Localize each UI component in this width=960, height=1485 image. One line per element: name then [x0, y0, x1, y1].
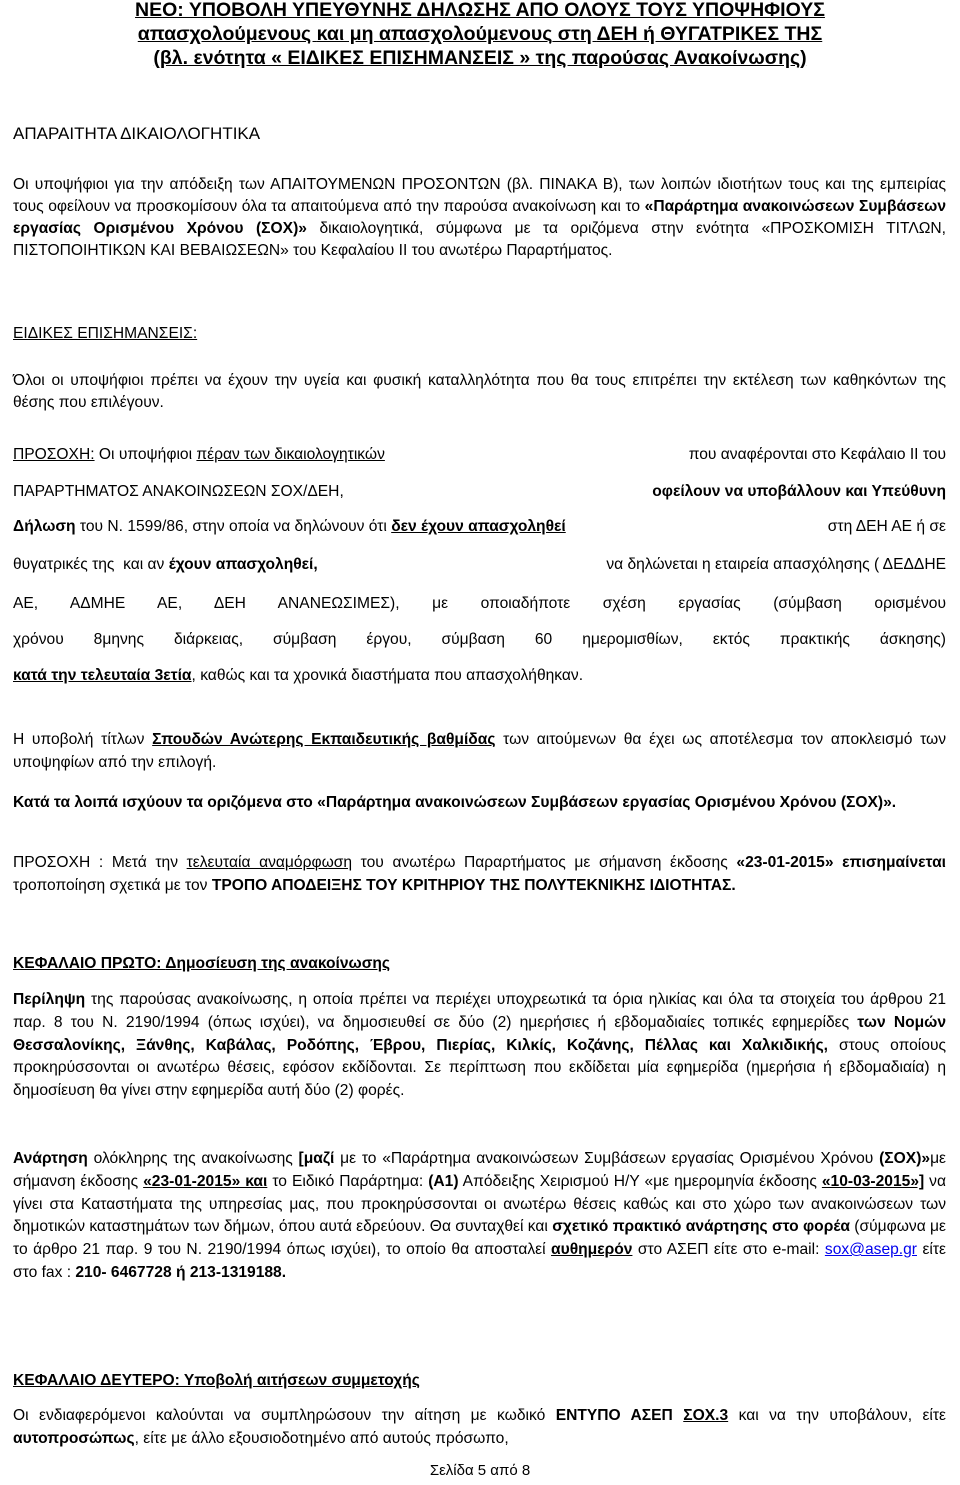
- text-span: να δηλώνεται η εταιρεία απασχόλησης ( ΔΕΔΔΗΕ: [597, 556, 946, 573]
- text-span: Μετά την: [103, 854, 187, 871]
- titles-paragraph: [13, 728, 946, 774]
- attention-line-1: [13, 446, 946, 464]
- text-span: , καθώς και τα χρονικά διαστήματα που απασχολήθηκαν.: [191, 667, 584, 684]
- chapter-1-paragraph-2: [13, 1148, 946, 1285]
- special-paragraph-1: Όλοι οι υποψήφιοι πρέπει να έχουν την υγεία και φυσική καταλληλότητα που θα τους επιτρέπει την εκτέλεση των καθηκόντων της θέσης που επιλέγουν.: [13, 372, 946, 411]
- chapter-1-paragraph-1: [13, 989, 946, 1103]
- chapter-1-heading: [13, 955, 946, 973]
- text-span: δεν έχουν απασχοληθεί: [391, 518, 566, 535]
- text-span: Κατά τα λοιπά ισχύουν τα οριζόμενα στο «Παράρτημα ανακοινώσεων Συμβάσεων εργασίας Ορισμένου Χρόνου (ΣΟΧ)».: [13, 794, 897, 811]
- required-paragraph: [13, 174, 946, 262]
- text-span: οφείλουν να υποβάλλουν και Υπεύθυνη: [652, 483, 946, 500]
- text-span: με το «Παράρτημα ανακοινώσεων Συμβάσεων εργασίας Ορισμένου Χρόνου: [334, 1150, 880, 1167]
- boxed-paragraph-1: [13, 791, 946, 814]
- special-heading: [13, 325, 946, 343]
- text-span: ΚΕΦΑΛΑΙΟ ΔΕΥΤΕΡΟ: Υποβολή αιτήσεων συμμετοχής: [13, 1372, 420, 1389]
- text-span: που αναφέρονται στο Κεφάλαιο ΙΙ του: [684, 446, 946, 463]
- text-span: Περίληψη: [13, 991, 86, 1008]
- text-span: «23-01-2015» και: [143, 1172, 268, 1190]
- text-span: με σήμανση έκδοσης: [13, 1150, 946, 1190]
- boxed-paragraph-2: [13, 852, 946, 897]
- title-part: στη: [552, 23, 597, 45]
- attention-line-7: [13, 667, 946, 685]
- text-span: Απόδειξης Χειρισμού Η/Υ «με ημερομηνία έκδοσης: [458, 1172, 822, 1190]
- text-span: ολόκληρης της ανακοίνωσης: [87, 1150, 299, 1167]
- required-heading: ΑΠΑΡΑΙΤΗΤΑ ΔΙΚΑΙΟΛΟΓΗΤΙΚΑ: [13, 124, 261, 143]
- text-span: αυτοπροσώπως: [13, 1429, 135, 1447]
- text-span: Δημοσίευση της ανακοίνωσης: [165, 955, 391, 972]
- text-span: ΠΡΟΣΟΧΗ:: [13, 446, 95, 463]
- text-span: αυθημερόν: [551, 1241, 633, 1259]
- attention-line-3: [13, 518, 946, 536]
- text-span: είτε στο fax :: [13, 1241, 946, 1281]
- text-span: ΤΡΟΠΟ ΑΠΟΔΕΙΞΗΣ ΤΟΥ ΚΡΙΤΗΡΙΟΥ ΤΗΣ ΠΟΛΥΤΕΚΝΙΚΗΣ ΙΔΙΟΤΗΤΑΣ.: [211, 876, 736, 894]
- text-span: ΕΝΤΥΠΟ ΑΣΕΠ: [555, 1407, 684, 1424]
- text-span: Ανάρτηση: [13, 1150, 88, 1167]
- text-span: «10-03-2015»]: [821, 1172, 925, 1190]
- text-span: (σύμφωνα με το άρθρο 21 παρ. 9 του Ν. 2190/1994 όπως ισχύει), το οποίο θα αποσταλεί: [13, 1218, 946, 1259]
- title-part: και μη απασχολούμενους: [316, 23, 553, 45]
- email-link[interactable]: sox@asep.gr: [824, 1241, 917, 1259]
- title-line-3: (βλ. ενότητα « ΕΙΔΙΚΕΣ ΕΠΙΣΗΜΑΝΣΕΙΣ » της παρούσας Ανακοίνωσης): [153, 47, 807, 69]
- text-span: δικαιολογητικά, σύμφωνα με τα οριζόμενα στην ενότητα «ΠΡΟΣΚΟΜΙΣΗ ΤΙΤΛΩΝ, ΠΙΣΤΟΠΟΙΗΤΙΚΩΝ ΚΑΙ ΒΕΒΑΙΩΣΕΩΝ» του Κεφαλαίου ΙΙ του ανωτέρω Παραρτήματος.: [13, 220, 947, 259]
- text-span: (Α1): [428, 1172, 459, 1190]
- text-span: κατά την τελευταία 3ετία: [13, 667, 192, 684]
- text-span: ΕΙΔΙΚΕΣ ΕΠΙΣΗΜΑΝΣΕΙΣ:: [13, 325, 198, 342]
- text-span: (ΣΟΧ)»: [879, 1150, 931, 1167]
- attention-line-5: ΑΕ, ΑΔΜΗΕ ΑΕ, ΔΕΗ ΑΝΑΝΕΩΣΙΜΕΣ), με οποιαδήποτε σχέση εργασίας (σύμβαση ορισμένου: [13, 595, 946, 612]
- text-span: 210- 6467728 ή 213-1319188.: [75, 1263, 287, 1281]
- text-span: [μαζί: [298, 1150, 335, 1167]
- text-span: Σπουδών Ανώτερης Εκπαιδευτικής βαθμίδας: [152, 731, 496, 748]
- text-span: στο ΑΣΕΠ είτε στο e-mail:: [632, 1241, 825, 1259]
- text-span: τελευταία αναμόρφωση: [186, 854, 353, 871]
- text-span: ΚΕΦΑΛΑΙΟ ΠΡΩΤΟ:: [13, 955, 162, 972]
- text-span: θυγατρικές της και αν: [13, 556, 169, 573]
- title-part: ΔΕΗ ή ΘΥΓΑΤΡΙΚΕΣ ΤΗΣ: [596, 23, 823, 45]
- text-span: σχετικό πρακτικό ανάρτησης στο φορέα: [552, 1218, 850, 1236]
- text-span: το Ειδικό Παράρτημα:: [267, 1172, 429, 1190]
- text-span: έχουν απασχοληθεί,: [168, 556, 318, 573]
- chapter-2-heading: [13, 1372, 946, 1390]
- text-span: των Νομών Θεσσαλονίκης, Ξάνθης, Καβάλας, Ροδόπης, Έβρου, Πιερίας, Κιλκίς, Κοζάνης, Πέλλας και Χαλκιδικής,: [13, 1013, 947, 1054]
- text-span: Δήλωση: [13, 518, 76, 535]
- text-span: στους οποίους προκηρύσσονται οι ανωτέρω θέσεις, εφόσον εκδίδονται. Σε περίπτωση που εκδίδεται μία εφημερίδα (ημερήσια ή εβδομαδιαία) η δημοσίευση θα γίνει στην εφημερίδα αυτή δύο (2) φορές.: [13, 1036, 946, 1100]
- text-span: ΠΡΟΣΟΧΗ :: [13, 854, 104, 871]
- text-span: της παρούσας ανακοίνωσης, η οποία πρέπει να περιέχει υποχρεωτικά τα όρια ηλικίας και όλα τα στοιχεία του άρθρου 21 παρ. 8 του Ν. 2190/1994 (όπως ισχύει), να δημοσιευθεί σε δύο (2) ημερήσιες ή εβδομαδιαίες τοπικές εφημερίδες: [13, 991, 946, 1031]
- title-line-1: ΝΕΟ: ΥΠΟΒΟΛΗ ΥΠΕΥΘΥΝΗΣ ΔΗΛΩΣΗΣ ΑΠΟ ΟΛΟΥΣ ΤΟΥΣ ΥΠΟΨΗΦΙΟΥΣ: [135, 0, 825, 21]
- text-span: να γίνει στα Καταστήματα της υπηρεσίας μας, που προκηρύσσονται οι ανωτέρω θέσεις καθώς και στο χώρο των ανακοινώσεων των δημοτικών καταστημάτων των δήμων, όπου αυτά εδρεύουν. Θα συνταχθεί και: [13, 1172, 946, 1236]
- text-span: επισημαίνεται: [833, 854, 946, 871]
- attention-line-6: χρόνου 8μηνης διάρκειας, σύμβαση έργου, σύμβαση 60 ημερομισθίων, εκτός πρακτικής άσκησης): [13, 631, 946, 648]
- attention-line-4: [13, 556, 946, 574]
- text-span: ΠΑΡΑΡΤΗΜΑΤΟΣ ΑΝΑΚΟΙΝΩΣΕΩΝ ΣΟΧ/ΔΕΗ,: [13, 483, 349, 500]
- text-span: , είτε με άλλο εξουσιοδοτημένο από αυτούς πρόσωπο,: [134, 1429, 509, 1447]
- text-span: τροποποίηση σχετικά με τον: [13, 876, 212, 894]
- text-span: «23-01-2015»: [736, 854, 834, 871]
- text-span: του ανωτέρω Παραρτήματος με σήμανση έκδοσης: [352, 854, 737, 871]
- text-span: ΣΟΧ.3: [683, 1407, 729, 1424]
- attention-line-2: [13, 483, 946, 501]
- text-span: πέραν των δικαιολογητικών: [196, 446, 385, 463]
- chapter-2-paragraph-1: [13, 1405, 946, 1451]
- text-span: στη ΔΕΗ ΑΕ ή σε: [823, 518, 946, 535]
- title-line-2: [20, 22, 940, 46]
- text-span: του Ν. 1599/86, στην οποία να δηλώνουν ότι: [75, 518, 392, 535]
- text-span: Οι υποψήφιοι: [94, 446, 197, 463]
- text-span: των αιτούμενων θα έχει ως αποτέλεσμα τον αποκλεισμό των υποψηφίων από την επιλογή.: [13, 731, 946, 771]
- text-span: «Παράρτημα ανακοινώσεων Συμβάσεων εργασίας Ορισμένου Χρόνου (ΣΟΧ)»: [13, 198, 946, 237]
- text-span: και να την υποβάλουν, είτε: [728, 1407, 946, 1424]
- text-span: Οι ενδιαφερόμενοι καλούνται να συμπληρώσουν την αίτηση με κωδικό: [13, 1407, 556, 1424]
- text-span: Η υποβολή τίτλων: [13, 731, 153, 748]
- page-number: Σελίδα 5 από 8: [429, 1462, 531, 1479]
- title-part: απασχολούμενους: [137, 23, 317, 45]
- text-span: Οι υποψήφιοι για την απόδειξη των ΑΠΑΙΤΟΥΜΕΝΩΝ ΠΡΟΣΟΝΤΩΝ (βλ. ΠΙΝΑΚΑ Β), των λοιπών ιδιοτήτων τους και της εμπειρίας τους οφείλουν να προσκομίσουν όλα τα απαιτούμενα από την παρούσα ανακοίνωση και το: [13, 176, 946, 215]
